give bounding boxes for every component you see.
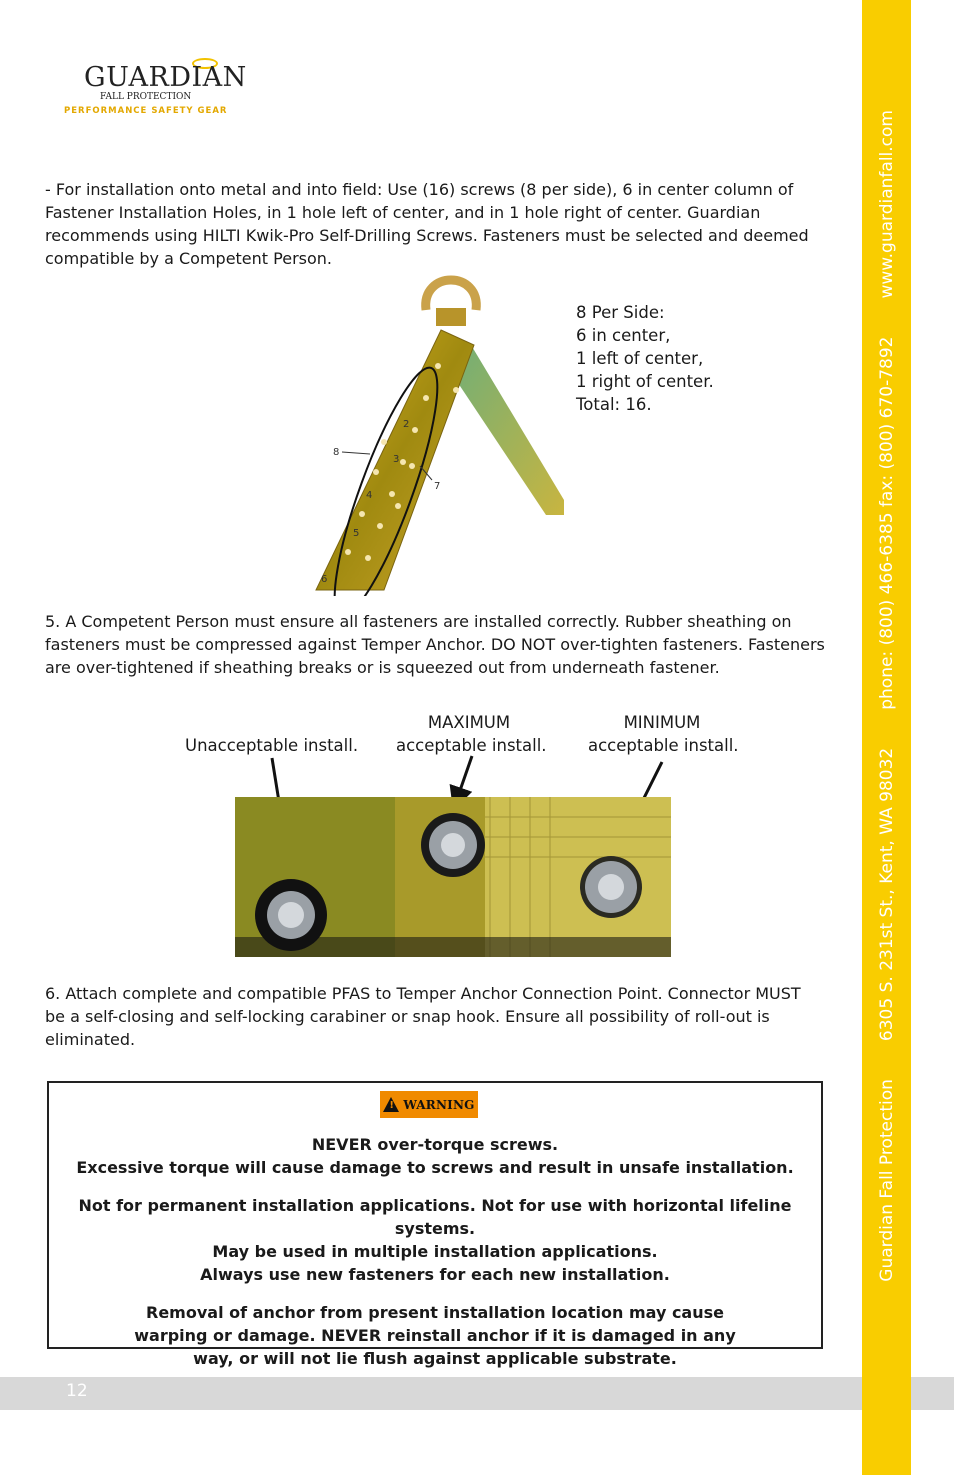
callout-3: 3 — [393, 454, 400, 465]
company-address: 6305 S. 231st St., Kent, WA 98032 — [876, 747, 897, 1042]
minimum-subtitle: acceptable install. — [588, 736, 739, 755]
warning-box — [47, 1081, 823, 1368]
note-line: 8 Per Side: — [576, 303, 665, 322]
page-number: 12 — [66, 1381, 88, 1401]
maximum-subtitle: acceptable install. — [396, 736, 547, 755]
maximum-title: MAXIMUM — [427, 713, 511, 732]
warning-line: way, or will not lie flush against applicable substrate. — [193, 1349, 677, 1368]
footer-bar — [0, 1377, 954, 1410]
company-phone-fax: phone: (800) 466-6385 fax: (800) 670-7892 — [876, 336, 897, 710]
screw-count-note — [576, 301, 714, 416]
callout-6: 6 — [321, 574, 328, 585]
temper-anchor-photo — [296, 270, 564, 596]
note-line: Total: 16. — [576, 395, 652, 414]
warning-badge — [380, 1091, 478, 1118]
callout-5: 5 — [353, 528, 360, 539]
warning-line: Removal of anchor from present installation location may cause — [146, 1303, 724, 1322]
warning-triangle-icon — [383, 1097, 399, 1112]
unacceptable-install-label: Unacceptable install. — [185, 736, 359, 755]
warning-line: Not for permanent installation applications. Not for use with horizontal lifeline systems. — [78, 1196, 792, 1238]
callout-7: 7 — [434, 481, 441, 492]
arrow-icon — [456, 756, 472, 802]
side-contact-text — [862, 0, 911, 1475]
warning-badge-label: WARNING — [403, 1097, 475, 1112]
warning-line: Always use new fasteners for each new installation. — [200, 1265, 670, 1284]
note-line: 1 right of center. — [576, 372, 714, 391]
warning-line: NEVER over-torque screws. — [311, 1135, 559, 1154]
logo-tagline: PERFORMANCE SAFETY GEAR — [64, 106, 228, 116]
warning-line: May be used in multiple installation applications. — [212, 1242, 658, 1261]
install-instructions-paragraph: - For installation onto metal and into field: Use (16) screws (8 per side), 6 in center column of Fastener Installation Holes, in 1 hole left of center, and in 1 hole right of center. Guardian recommends using HILTI Kwik-Pro Self-Drilling Screws. Fasteners must be selected and deemed compatible by a Competent Person. — [45, 180, 809, 268]
pfas-attachment-paragraph: 6. Attach complete and compatible PFAS to Temper Anchor Connection Point. Connector MUST be a self-closing and self-locking carabiner or snap hook. Ensure all possibility of roll-out is eliminated. — [45, 984, 801, 1049]
company-name: Guardian Fall Protection — [876, 1079, 897, 1282]
fastener-comparison-photo — [235, 797, 671, 957]
note-line: 1 left of center, — [576, 349, 704, 368]
side-contact-band — [862, 0, 911, 1475]
logo-name: GUARDIAN — [84, 62, 247, 93]
warning-line: Excessive torque will cause damage to screws and result in unsafe installation. — [76, 1158, 794, 1177]
note-line: 6 in center, — [576, 326, 671, 345]
callout-4: 4 — [366, 490, 373, 501]
logo-subtitle: FALL PROTECTION — [100, 92, 192, 102]
warning-line: warping or damage. NEVER reinstall anchor if it is damaged in any — [134, 1326, 736, 1345]
warning-text — [49, 1133, 821, 1385]
callout-2: 2 — [403, 419, 410, 430]
guardian-logo — [64, 62, 247, 122]
company-website: www.guardianfall.com — [876, 110, 897, 299]
fastener-check-paragraph: 5. A Competent Person must ensure all fasteners are installed correctly. Rubber sheathing on fasteners must be compressed against Temper Anchor. DO NOT over-tighten fasteners. Fasteners are over-tightened if sheathing breaks or is squeezed out from underneath fastener. — [45, 612, 825, 677]
minimum-title: MINIMUM — [623, 713, 701, 732]
callout-8: 8 — [333, 447, 340, 458]
